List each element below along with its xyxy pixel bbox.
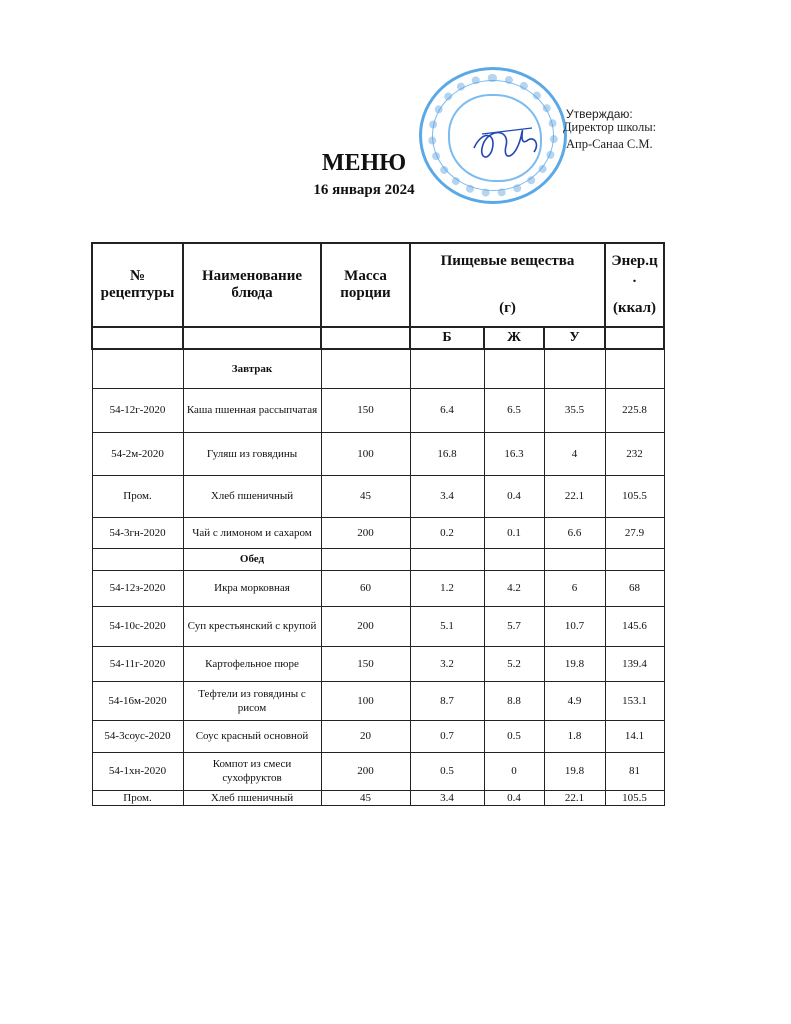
table-row	[92, 606, 664, 646]
header-fat: Ж	[484, 327, 544, 349]
header-mass: Масса порции	[321, 243, 410, 327]
cell-mass: 60	[321, 570, 410, 606]
cell-carbs: 22.1	[544, 790, 605, 805]
cell-recipe: 54-2м-2020	[92, 432, 183, 475]
cell-mass: 100	[321, 681, 410, 720]
cell-carbs: 35.5	[544, 388, 605, 432]
header-energy-label: Энер.ц .	[611, 253, 658, 286]
table-header-row	[92, 243, 664, 327]
header-protein: Б	[410, 327, 484, 349]
table-row	[92, 570, 664, 606]
cell-dish: Гуляш из говядины	[183, 432, 321, 475]
cell-energy: 105.5	[605, 475, 664, 517]
header-nutrients	[410, 243, 605, 327]
cell-energy: 27.9	[605, 517, 664, 548]
header-dish: Наименование блюда	[183, 243, 321, 327]
table-row	[92, 475, 664, 517]
cell-energy: 68	[605, 570, 664, 606]
cell-dish: Икра морковная	[183, 570, 321, 606]
cell-protein: 0.5	[410, 752, 484, 790]
table-row	[92, 432, 664, 475]
cell-carbs: 4.9	[544, 681, 605, 720]
cell-fat: 8.8	[484, 681, 544, 720]
header-recipe: № рецептуры	[92, 243, 183, 327]
cell-dish: Тефтели из говядины с рисом	[183, 681, 321, 720]
cell-fat: 4.2	[484, 570, 544, 606]
cell-fat: 0.5	[484, 720, 544, 752]
cell-mass: 200	[321, 606, 410, 646]
section-row-breakfast	[92, 349, 664, 388]
cell-energy: 105.5	[605, 790, 664, 805]
section-row-lunch	[92, 548, 664, 570]
cell-protein: 3.2	[410, 646, 484, 681]
cell-recipe: 54-12з-2020	[92, 570, 183, 606]
cell-energy: 232	[605, 432, 664, 475]
cell-mass: 45	[321, 790, 410, 805]
menu-table	[91, 242, 665, 806]
cell-fat: 6.5	[484, 388, 544, 432]
cell-fat: 0.1	[484, 517, 544, 548]
cell-energy: 14.1	[605, 720, 664, 752]
header-energy	[605, 243, 664, 327]
cell-energy: 225.8	[605, 388, 664, 432]
cell-carbs: 10.7	[544, 606, 605, 646]
cell-protein: 6.4	[410, 388, 484, 432]
cell-protein: 0.7	[410, 720, 484, 752]
cell-fat: 5.7	[484, 606, 544, 646]
cell-carbs: 4	[544, 432, 605, 475]
cell-mass: 200	[321, 752, 410, 790]
table-row	[92, 388, 664, 432]
header-energy-unit: (ккал)	[612, 300, 657, 316]
table-row	[92, 681, 664, 720]
cell-recipe: 54-3гн-2020	[92, 517, 183, 548]
cell-recipe: Пром.	[92, 475, 183, 517]
cell-carbs: 19.8	[544, 752, 605, 790]
cell-protein: 0.2	[410, 517, 484, 548]
cell-recipe: Пром.	[92, 790, 183, 805]
cell-fat: 16.3	[484, 432, 544, 475]
cell-mass: 200	[321, 517, 410, 548]
table-row	[92, 790, 664, 805]
cell-dish: Соус красный основной	[183, 720, 321, 752]
cell-protein: 16.8	[410, 432, 484, 475]
table-row	[92, 720, 664, 752]
cell-dish: Суп крестьянский с крупой	[183, 606, 321, 646]
cell-mass: 100	[321, 432, 410, 475]
header-nutrients-label: Пищевые вещества	[440, 253, 575, 269]
cell-protein: 5.1	[410, 606, 484, 646]
section-label: Обед	[183, 548, 321, 570]
cell-protein: 3.4	[410, 790, 484, 805]
cell-mass: 20	[321, 720, 410, 752]
cell-recipe: 54-1хн-2020	[92, 752, 183, 790]
cell-energy: 153.1	[605, 681, 664, 720]
cell-carbs: 6	[544, 570, 605, 606]
cell-protein: 8.7	[410, 681, 484, 720]
approve-label: Утверждаю:	[566, 107, 633, 121]
cell-recipe: 54-3соус-2020	[92, 720, 183, 752]
menu-date: 16 января 2024	[313, 182, 415, 198]
cell-dish: Чай с лимоном и сахаром	[183, 517, 321, 548]
cell-recipe: 54-11г-2020	[92, 646, 183, 681]
director-name: Апр-Санаа С.М.	[566, 137, 653, 151]
cell-fat: 0.4	[484, 475, 544, 517]
table-subheader-row	[92, 327, 664, 349]
cell-dish: Компот из смеси сухофруктов	[183, 752, 321, 790]
cell-mass: 45	[321, 475, 410, 517]
cell-fat: 0.4	[484, 790, 544, 805]
cell-recipe: 54-16м-2020	[92, 681, 183, 720]
cell-carbs: 19.8	[544, 646, 605, 681]
cell-dish: Хлеб пшеничный	[183, 790, 321, 805]
cell-protein: 3.4	[410, 475, 484, 517]
cell-dish: Картофельное пюре	[183, 646, 321, 681]
cell-recipe: 54-12г-2020	[92, 388, 183, 432]
cell-energy: 81	[605, 752, 664, 790]
cell-mass: 150	[321, 646, 410, 681]
table-row	[92, 646, 664, 681]
section-label: Завтрак	[183, 349, 321, 388]
cell-recipe: 54-10с-2020	[92, 606, 183, 646]
cell-fat: 0	[484, 752, 544, 790]
header-nutrients-unit: (г)	[499, 300, 516, 316]
cell-energy: 145.6	[605, 606, 664, 646]
cell-mass: 150	[321, 388, 410, 432]
header-carbs: У	[544, 327, 605, 349]
cell-energy: 139.4	[605, 646, 664, 681]
cell-protein: 1.2	[410, 570, 484, 606]
cell-carbs: 1.8	[544, 720, 605, 752]
cell-dish: Хлеб пшеничный	[183, 475, 321, 517]
table-row	[92, 752, 664, 790]
table-row	[92, 517, 664, 548]
cell-carbs: 22.1	[544, 475, 605, 517]
cell-dish: Каша пшенная рассыпчатая	[183, 388, 321, 432]
cell-fat: 5.2	[484, 646, 544, 681]
cell-carbs: 6.6	[544, 517, 605, 548]
director-position: Директор школы:	[563, 120, 657, 134]
page-title: МЕНЮ	[321, 150, 407, 176]
